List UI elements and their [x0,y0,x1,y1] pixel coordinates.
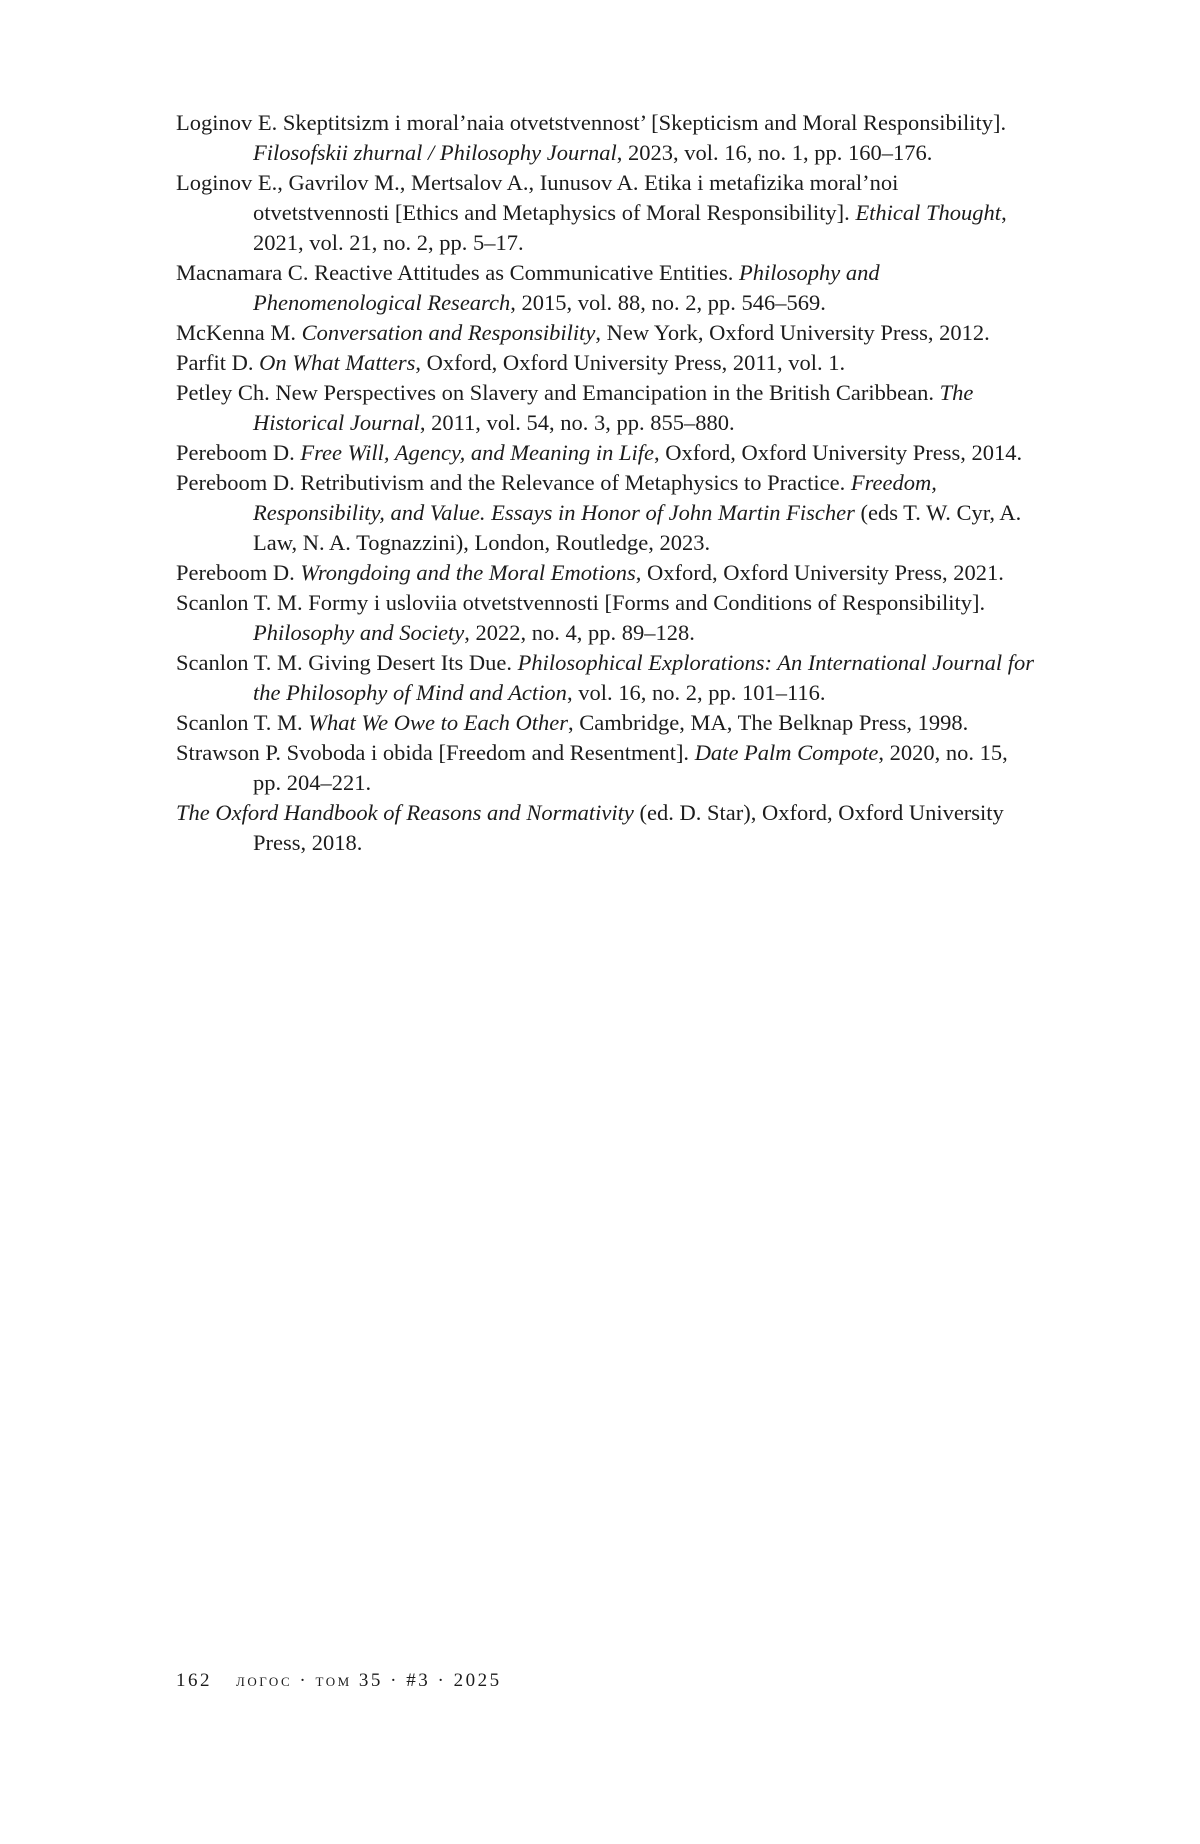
reference-text: , 2011, vol. 54, no. 3, pp. 855–880. [419,410,735,435]
reference-text: Pereboom D. [176,440,301,465]
reference-entry [176,438,1036,468]
reference-text: , Oxford, Oxford University Press, 2021. [635,560,1004,585]
reference-entry [176,108,1036,168]
reference-text: , vol. 16, no. 2, pp. 101–116. [566,680,826,705]
reference-text: (ed. D. Star), Oxford, Oxford University Press, 2018. [253,800,1004,855]
reference-entry [176,588,1036,648]
reference-title: Philosophy and Society [253,620,465,645]
reference-title: Philosophical Explorations: An International Journal for the Philosophy of Mind and Action [253,650,1035,705]
reference-title: The Oxford Handbook of Reasons and Normativity [176,800,634,825]
reference-title: On What Matters [259,350,416,375]
reference-entry [176,798,1036,858]
page-number: 162 [176,1670,212,1691]
reference-title: Philosophy and Phenomenological Research [253,260,880,315]
reference-entry [176,168,1036,258]
reference-entry [176,258,1036,318]
reference-title: Wrongdoing and the Moral Emotions [300,560,636,585]
reference-text: Loginov E., Gavrilov M., Mertsalov A., Iunusov A. Etika i metafizika moral’noi otvetstvennosti [Ethics and Metaphysics of Moral Responsibility]. [176,170,899,225]
reference-title: Ethical Thought [855,200,1002,225]
reference-text: McKenna M. [176,320,302,345]
reference-title: Filosofskii zhurnal / Philosophy Journal [253,140,617,165]
reference-text: Pereboom D. Retributivism and the Relevance of Metaphysics to Practice. [176,470,851,495]
reference-title: Freedom, Responsibility, and Value. Essays in Honor of John Martin Fischer [253,470,937,525]
reference-title: Conversation and Responsibility [301,320,596,345]
reference-title: Date Palm Compote [694,740,879,765]
reference-text: (eds T. W. Cyr, A. Law, N. A. Tognazzini), London, Routledge, 2023. [253,500,1022,555]
reference-text: Scanlon T. M. Formy i usloviia otvetstvennosti [Forms and Conditions of Responsibility]. [176,590,986,615]
reference-text: , 2015, vol. 88, no. 2, pp. 546–569. [510,290,826,315]
reference-entry [176,708,1036,738]
reference-text: , Oxford, Oxford University Press, 2014. [654,440,1023,465]
reference-text: , 2023, vol. 16, no. 1, pp. 160–176. [616,140,933,165]
reference-text: , Cambridge, MA, The Belknap Press, 1998. [568,710,969,735]
reference-text: , 2020, no. 15, pp. 204–221. [253,740,1008,795]
reference-text: Scanlon T. M. Giving Desert Its Due. [176,650,518,675]
reference-text: Loginov E. Skeptitsizm i moral’naia otvetstvennost’ [Skepticism and Moral Responsibility]. [176,110,1007,135]
reference-entry [176,378,1036,438]
running-title: логос · том 35 · #3 · 2025 [236,1670,502,1691]
reference-text: Parfit D. [176,350,260,375]
reference-text: Strawson P. Svoboda i obida [Freedom and Resentment]. [176,740,695,765]
reference-entry [176,348,1036,378]
reference-title: Free Will, Agency, and Meaning in Life [300,440,655,465]
reference-title: What We Owe to Each Other [308,710,569,735]
reference-text: , 2021, vol. 21, no. 2, pp. 5–17. [253,200,1007,255]
reference-text: , Oxford, Oxford University Press, 2011, vol. 1. [415,350,846,375]
reference-entry [176,558,1036,588]
reference-text: Petley Ch. New Perspectives on Slavery and Emancipation in the British Caribbean. [176,380,940,405]
reference-entry [176,648,1036,708]
reference-list [176,108,1036,858]
reference-entry [176,738,1036,798]
reference-title: The Historical Journal [253,380,974,435]
page-footer [176,1670,502,1692]
reference-text: Macnamara C. Reactive Attitudes as Communicative Entities. [176,260,739,285]
reference-text: Pereboom D. [176,560,301,585]
reference-entry [176,468,1036,558]
reference-entry [176,318,1036,348]
reference-text: Scanlon T. M. [176,710,309,735]
reference-text: , 2022, no. 4, pp. 89–128. [464,620,695,645]
reference-text: , New York, Oxford University Press, 2012. [595,320,990,345]
